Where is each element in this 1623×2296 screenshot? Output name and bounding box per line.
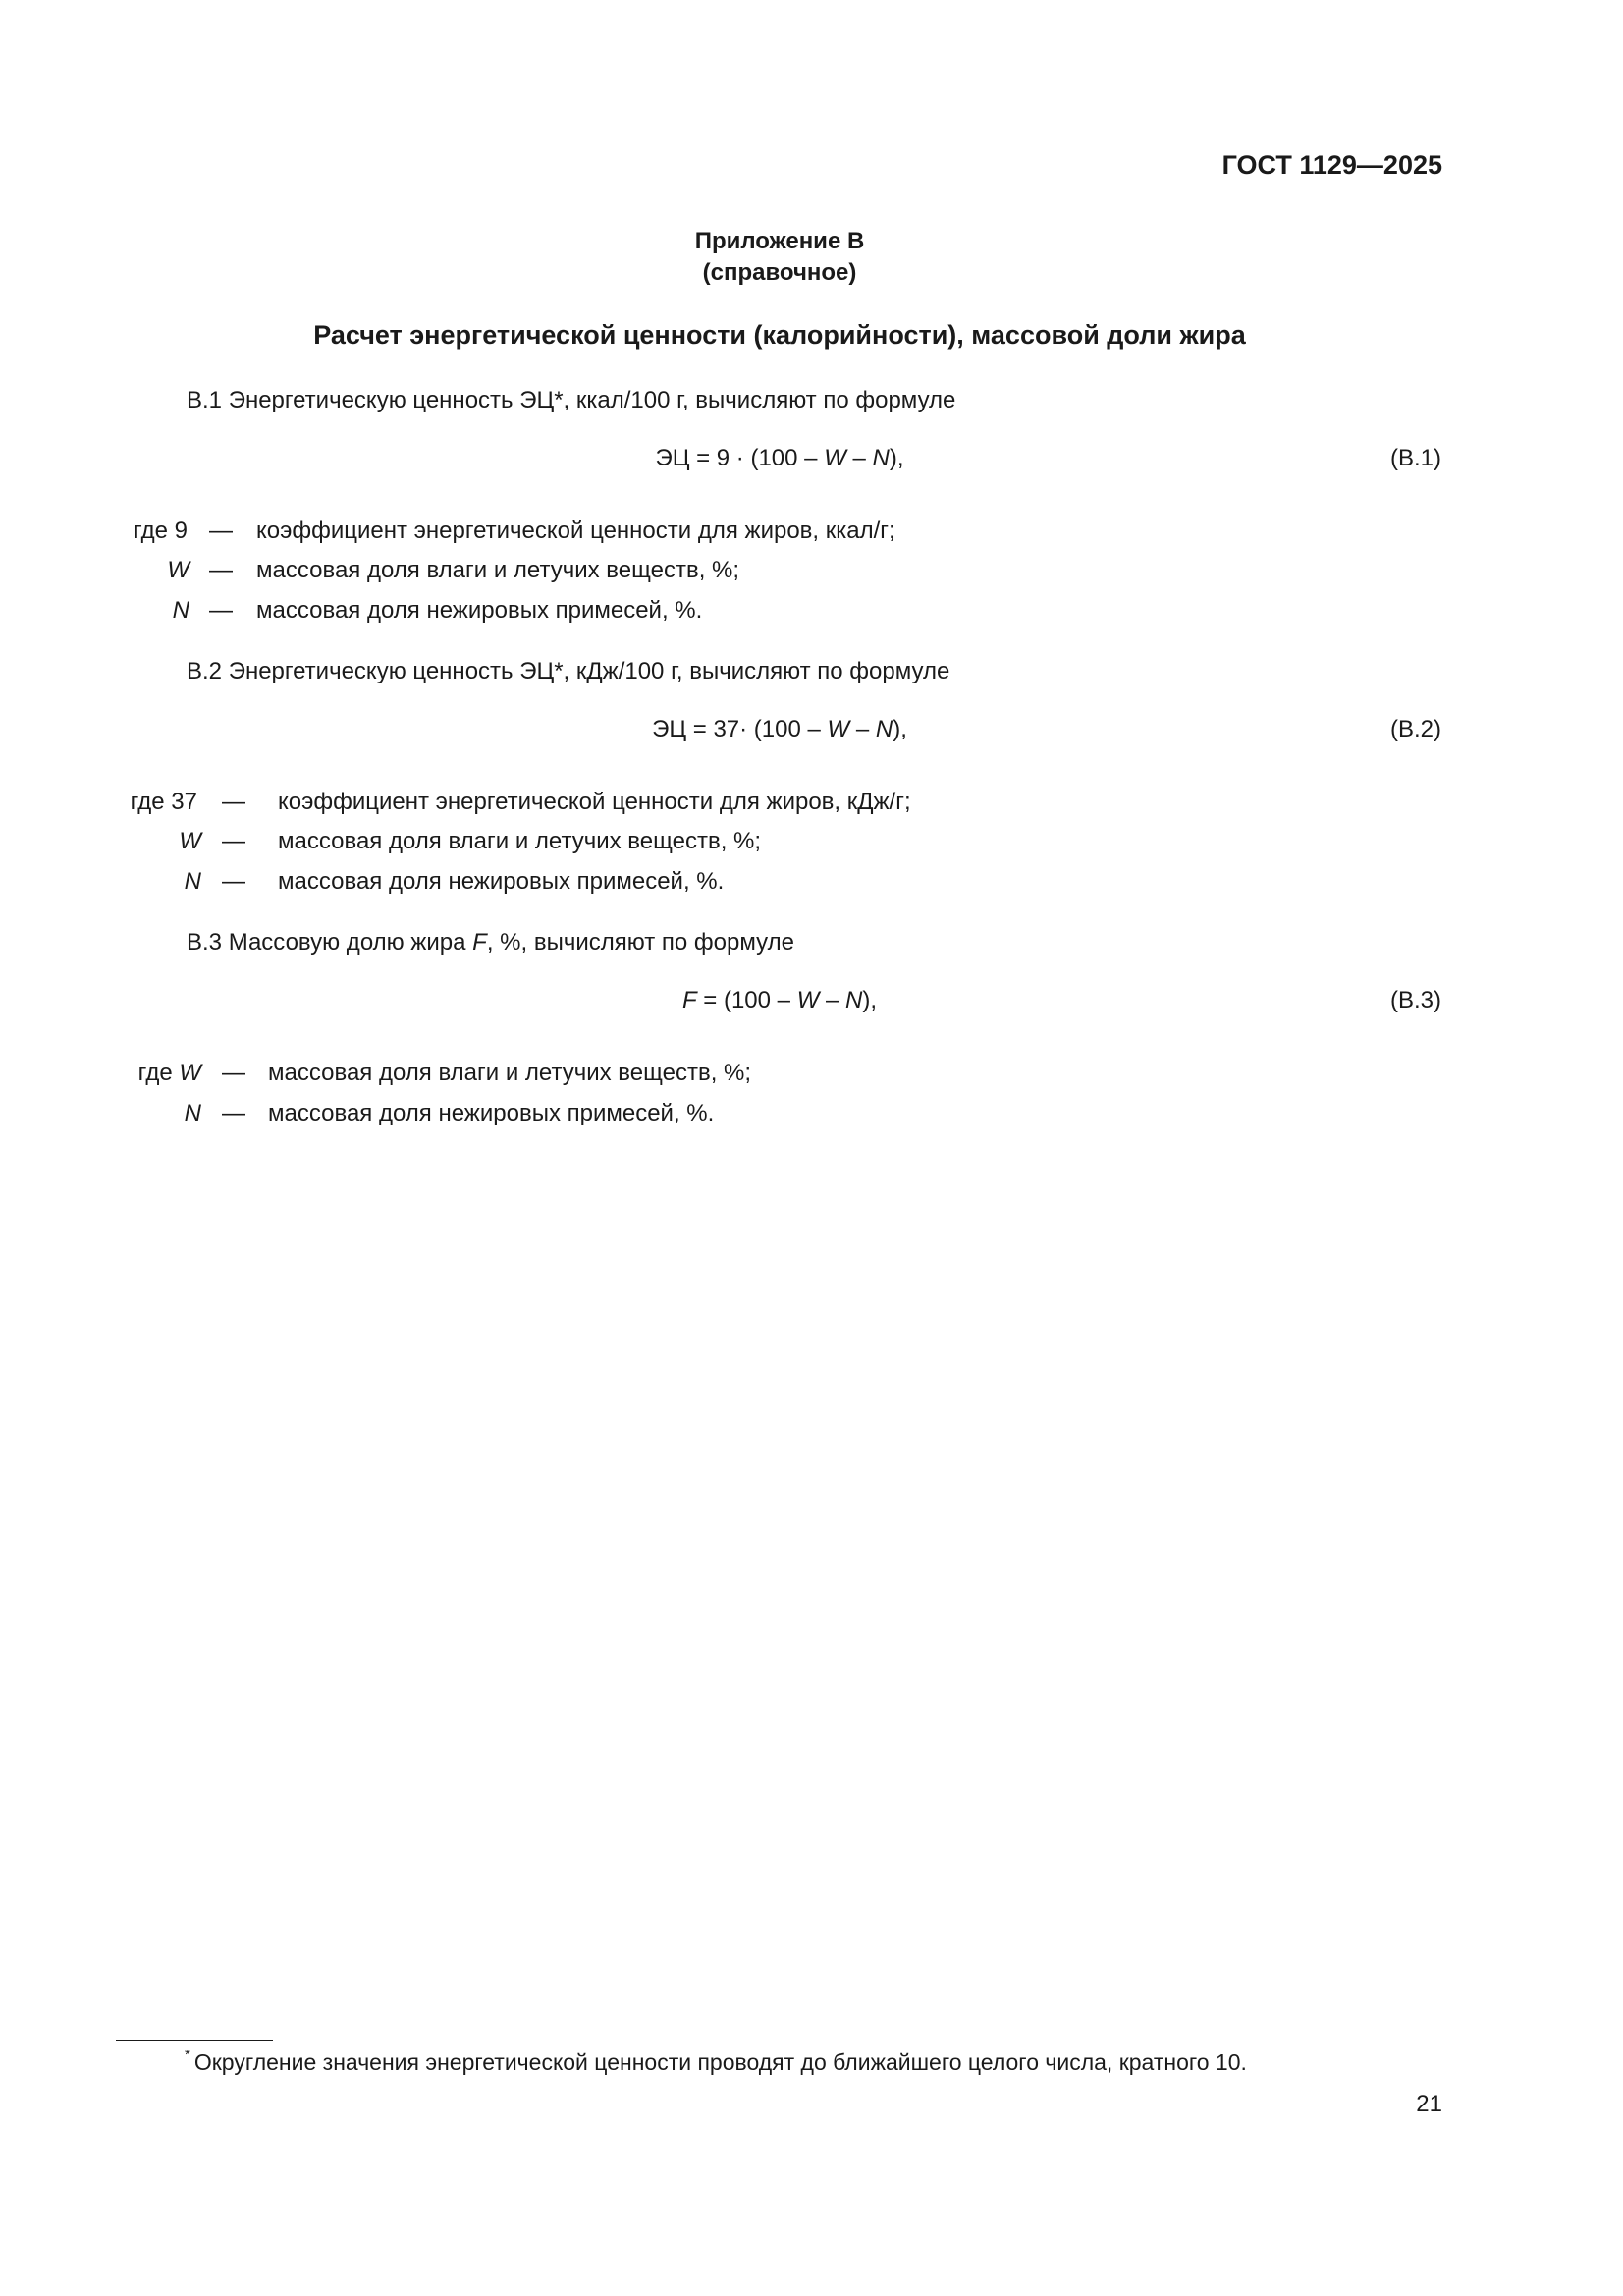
where-dash: —	[209, 557, 233, 583]
where-dash: —	[222, 828, 245, 854]
paragraph-b3-pre: В.3 Массовую долю жира	[187, 929, 473, 956]
formula-b2	[0, 718, 1559, 741]
annex-subtitle: (справочное)	[702, 259, 857, 286]
annex-title: Приложение В	[694, 228, 865, 254]
formula-b3-mid: –	[819, 987, 846, 1013]
formula-b1-w: W	[824, 445, 846, 471]
document-code: ГОСТ 1129—2025	[1221, 150, 1442, 180]
paragraph-b1: В.1 Энергетическую ценность ЭЦ*, ккал/100 г, вычисляют по формуле	[187, 387, 956, 413]
formula-b3-f: F	[681, 987, 697, 1013]
formula-b1-mid: –	[845, 445, 873, 471]
formula-b2-w: W	[827, 716, 850, 742]
formula-b2-lhs: ЭЦ = 37· (100 –	[652, 716, 828, 742]
paragraph-b3	[187, 931, 794, 955]
where-dash: —	[222, 1100, 245, 1126]
where-dash: —	[209, 597, 233, 624]
where-description: коэффициент энергетической ценности для жиров, ккал/г;	[256, 518, 895, 544]
equation-number-b3: (В.3)	[1389, 987, 1441, 1013]
where-label: N	[172, 597, 189, 624]
formula-b1-end: ),	[889, 445, 904, 471]
formula-b3	[0, 989, 1559, 1012]
where-description: массовая доля влаги и летучих веществ, %;	[256, 557, 740, 583]
where-label: W	[179, 828, 201, 854]
where-label: N	[184, 868, 201, 895]
where-dash: —	[209, 518, 233, 544]
where-label-pre: где	[137, 1060, 180, 1086]
where-label-var: W	[179, 1060, 201, 1086]
equation-number-b2: (В.2)	[1389, 716, 1441, 742]
where-label	[138, 1062, 201, 1085]
page-number: 21	[1416, 2091, 1442, 2117]
formula-b3-end: ),	[862, 987, 878, 1013]
where-description: коэффициент энергетической ценности для жиров, кДж/г;	[278, 789, 911, 815]
where-dash: —	[222, 789, 245, 815]
annex-heading: Расчет энергетической ценности (калорийности), массовой доли жира	[313, 320, 1246, 350]
paragraph-b2: В.2 Энергетическую ценность ЭЦ*, кДж/100 г, вычисляют по формуле	[187, 658, 950, 684]
where-label: W	[167, 557, 189, 583]
paragraph-b3-var: F	[472, 929, 487, 956]
formula-b2-end: ),	[893, 716, 907, 742]
where-description: массовая доля нежировых примесей, %.	[268, 1100, 715, 1126]
footnote	[185, 2047, 1247, 2075]
formula-b1-lhs: ЭЦ = 9 · (100 –	[655, 445, 825, 471]
where-description: массовая доля нежировых примесей, %.	[256, 597, 703, 624]
where-dash: —	[222, 868, 245, 895]
where-description: массовая доля нежировых примесей, %.	[278, 868, 725, 895]
formula-b2-mid: –	[849, 716, 876, 742]
where-label: N	[184, 1100, 201, 1126]
where-description: массовая доля влаги и летучих веществ, %;	[268, 1060, 752, 1086]
equation-number-b1: (В.1)	[1389, 445, 1441, 471]
where-dash: —	[222, 1060, 245, 1086]
where-description: массовая доля влаги и летучих веществ, %;	[278, 828, 762, 854]
footnote-text: Округление значения энергетической ценности проводят до ближайшего целого числа, кратного 10.	[193, 2050, 1247, 2075]
formula-b1-n: N	[872, 445, 890, 471]
formula-b1	[0, 447, 1559, 470]
formula-b3-w: W	[796, 987, 820, 1013]
footnote-marker: *	[185, 2047, 190, 2063]
formula-b2-n: N	[875, 716, 893, 742]
where-label: где 37	[130, 789, 197, 815]
footnote-separator	[116, 2040, 273, 2041]
formula-b3-lhs: = (100 –	[696, 987, 797, 1013]
where-label: где 9	[133, 518, 188, 544]
paragraph-b3-post: , %, вычисляют по формуле	[486, 929, 794, 956]
formula-b3-n: N	[845, 987, 863, 1013]
